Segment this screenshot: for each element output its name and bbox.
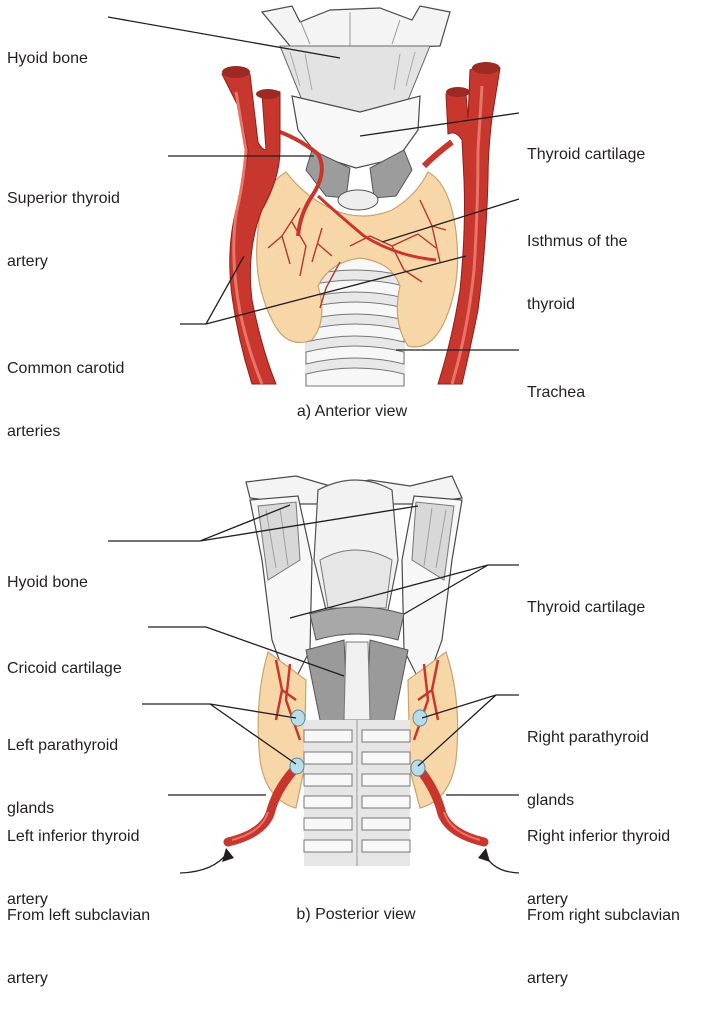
arrowhead-left — [222, 848, 234, 862]
label-right-parathyroid-glands: Right parathyroid glands — [527, 729, 649, 809]
label-from-left-subclavian-artery: From left subclavian artery — [7, 907, 151, 987]
left-parathyroid-lower — [290, 758, 304, 774]
caption-anterior-view: a) Anterior view — [296, 403, 408, 420]
arrowhead-right — [478, 848, 490, 862]
right-parathyroid-upper — [413, 710, 427, 726]
anterior-hyoid-bone — [262, 6, 450, 52]
label-hyoid-bone-anterior: Hyoid bone — [7, 50, 88, 67]
posterior-trachea — [304, 720, 410, 866]
posterior-right-inferior-thyroid-artery — [420, 770, 484, 842]
label-thyroid-cartilage-posterior: Thyroid cartilage — [527, 599, 646, 616]
label-hyoid-bone-posterior: Hyoid bone — [7, 574, 88, 591]
label-superior-thyroid-artery: Superior thyroid artery — [7, 190, 120, 270]
posterior-left-inferior-thyroid-artery — [228, 770, 294, 842]
label-from-right-subclavian-artery: From right subclavian artery — [527, 907, 680, 987]
label-left-inferior-thyroid-artery: Left inferior thyroid artery — [7, 828, 140, 908]
label-left-parathyroid-glands: Left parathyroid glands — [7, 737, 119, 817]
label-isthmus-of-thyroid: Isthmus of the thyroid — [527, 233, 628, 313]
label-thyroid-cartilage-anterior: Thyroid cartilage — [527, 146, 646, 163]
caption-posterior-view: b) Posterior view — [296, 906, 416, 923]
arrow-left-subclavian — [180, 852, 228, 873]
anterior-superior-thyroid-artery-right — [424, 142, 452, 166]
label-cricoid-cartilage: Cricoid cartilage — [7, 660, 122, 677]
label-right-inferior-thyroid-artery: Right inferior thyroid artery — [527, 828, 671, 908]
posterior-cricoid-cartilage — [310, 607, 404, 640]
arrow-right-subclavian — [484, 852, 519, 873]
posterior-view-figure — [108, 476, 519, 873]
anterior-view-figure — [108, 6, 519, 386]
label-trachea: Trachea — [527, 384, 586, 401]
label-common-carotid-arteries: Common carotid arteries — [7, 360, 125, 440]
